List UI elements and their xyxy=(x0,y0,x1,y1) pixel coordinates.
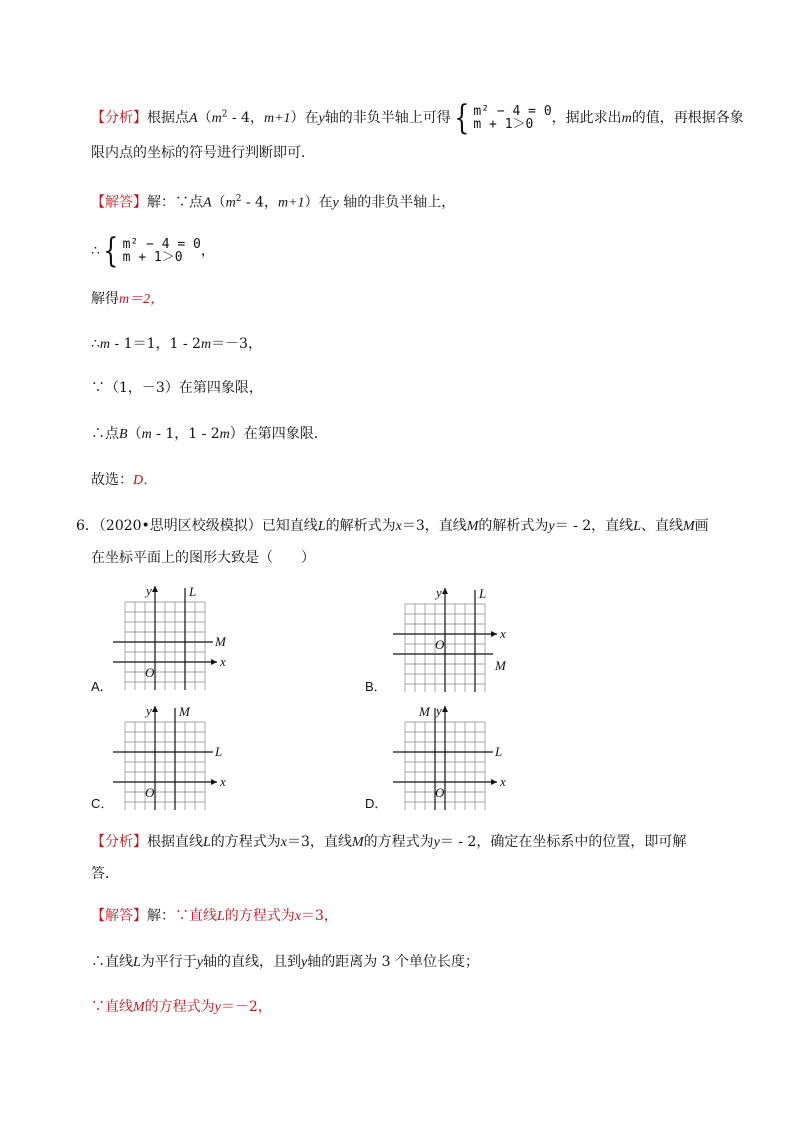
origin-label: O xyxy=(435,637,445,652)
y-axis-label: y xyxy=(436,585,442,600)
solution-2-line-3: ∵直线M的方程式为y＝－2， xyxy=(91,999,272,1015)
solution-2-line-1: 【解答】解：∵直线L的方程式为x＝3， xyxy=(91,908,338,924)
equation-system-2: { m² − 4 = 0 m + 1＞0 xyxy=(103,231,201,271)
solution-2-line-2: ∴直线L为平行于y轴的直线，且到y轴的距离为 3 个单位长度； xyxy=(91,954,480,970)
solution-tag: 【解答】 xyxy=(91,194,147,211)
option-b-label[interactable]: B． xyxy=(365,679,387,694)
y-axis-arrow xyxy=(442,588,448,594)
y-axis-arrow xyxy=(152,586,158,592)
x-axis-arrow xyxy=(491,631,497,637)
x-axis-label: x xyxy=(500,626,506,641)
origin-label: O xyxy=(145,785,155,800)
vertical-line-label: M xyxy=(179,704,190,719)
vertical-line-label: M xyxy=(419,704,430,719)
horizontal-line-label: L xyxy=(495,744,503,759)
option-b-graph[interactable] xyxy=(380,582,520,692)
vertical-line-label: L xyxy=(189,584,197,599)
analysis-2-line-2: 答． xyxy=(91,866,119,882)
y-axis-label: y xyxy=(146,583,152,598)
analysis-1-line-1: 【分析】根据点$A(m^2 - 4$，m+1）在y轴的非负半轴上可得{ m² − 4 = 0 m + 1＞0 ，据此求出m的值，再根据各象 xyxy=(91,98,744,138)
x-axis-label: x xyxy=(220,654,226,669)
solution-tag-2: 【解答】 xyxy=(91,908,147,924)
y-axis-label: y xyxy=(146,703,152,718)
option-a-label[interactable]: A． xyxy=(91,679,113,694)
analysis-2-line-1: 【分析】根据直线L的方程式为x＝3，直线M的方程式为y＝ - 2，确定在坐标系中的位置，即可解 xyxy=(91,834,687,850)
analysis-tag-2: 【分析】 xyxy=(91,834,147,850)
horizontal-line-label: M xyxy=(495,658,506,673)
solution-1-line-6: ∴点B（m - 1，1 - 2m）在第四象限． xyxy=(91,426,328,442)
question-6-line-1: 6．（2020•思明区校级模拟）已知直线L的解析式为x＝3，直线M的解析式为y＝ - 2，直线L、直线M画 xyxy=(76,518,709,534)
option-d-label[interactable]: D． xyxy=(365,796,388,811)
origin-label: O xyxy=(145,665,155,680)
y-axis-arrow xyxy=(152,706,158,712)
horizontal-line-label: M xyxy=(215,634,226,649)
x-axis-arrow xyxy=(211,659,217,665)
solution-1-line-1: 【解答】解：∵点$A(m^2 - 4$，m+1）在y 轴的非负半轴上， xyxy=(91,194,456,211)
analysis-1-line-2: 限内点的坐标的符号进行判断即可． xyxy=(91,145,315,161)
origin-label: O xyxy=(435,785,445,800)
x-axis-label: x xyxy=(220,774,226,789)
horizontal-line-label: L xyxy=(215,744,223,759)
solution-1-line-4: ∴m - 1＝1，1 - 2m＝－3， xyxy=(91,336,262,352)
y-axis-label: y xyxy=(436,703,442,718)
y-axis-arrow xyxy=(442,706,448,712)
option-c-graph[interactable] xyxy=(100,700,240,810)
option-a-graph[interactable] xyxy=(100,580,240,690)
x-axis-arrow xyxy=(491,779,497,785)
solution-1-line-7: 故选：D． xyxy=(91,472,158,488)
equation-system-1: { m² − 4 = 0 m + 1＞0 xyxy=(453,98,552,138)
option-c-label[interactable]: C． xyxy=(91,796,114,811)
x-axis-arrow xyxy=(211,779,217,785)
x-axis-label: x xyxy=(500,774,506,789)
solution-1-system: ∴{ m² − 4 = 0 m + 1＞0 ， xyxy=(91,231,215,271)
question-6-line-2: 在坐标平面上的图形大致是（ ） xyxy=(91,550,315,566)
analysis-tag: 【分析】 xyxy=(91,110,147,126)
solution-1-line-3: 解得m＝2， xyxy=(91,291,165,307)
option-d-graph[interactable] xyxy=(380,700,520,810)
solution-1-line-5: ∵（1，－3）在第四象限， xyxy=(91,380,263,396)
vertical-line-label: L xyxy=(479,586,487,601)
